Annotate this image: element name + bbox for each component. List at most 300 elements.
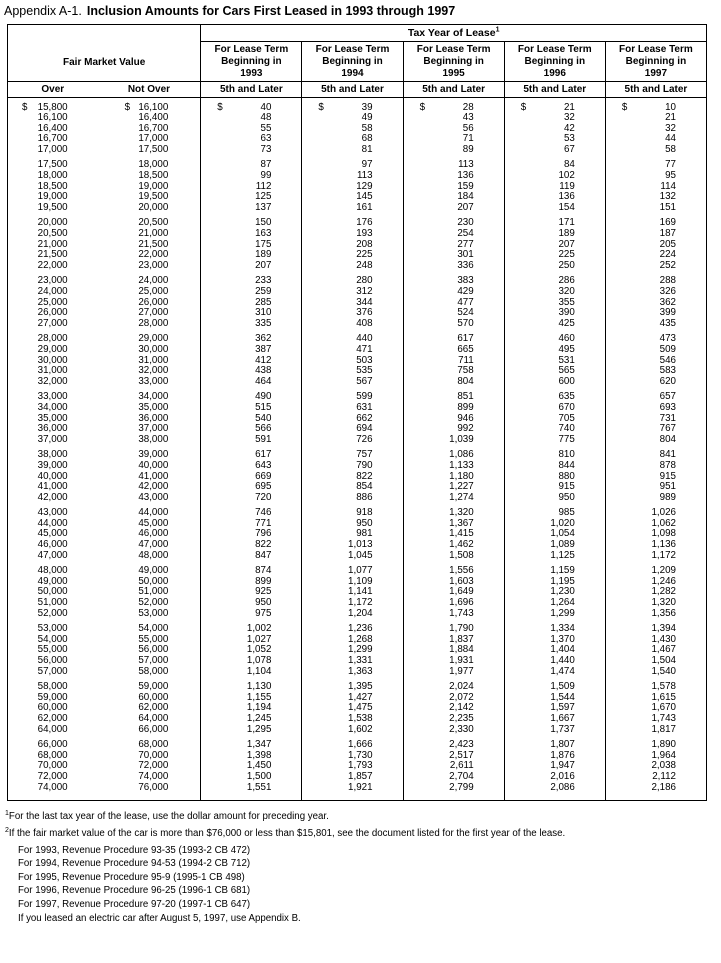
cell-value: 362 [255, 333, 272, 345]
cell-value: 694 [356, 423, 373, 435]
cell-value: 43,000 [37, 507, 68, 519]
cell-value: 29,000 [138, 333, 169, 345]
cell-value: 1,104 [246, 665, 272, 677]
cell-value: 18,000 [138, 159, 169, 171]
cell-value: 473 [659, 333, 676, 345]
cell-value: 1,299 [348, 644, 373, 656]
cell-value: 38,000 [37, 449, 68, 461]
cell-value: 189 [255, 249, 272, 261]
cell-1996 [504, 656, 605, 667]
cell-value: 975 [255, 607, 272, 619]
cell-value: 48,000 [37, 565, 68, 577]
term-header-1996: 5th and Later [504, 82, 605, 98]
cell-1997 [605, 424, 706, 435]
cell-value: 49,000 [138, 565, 169, 577]
cell-value: 665 [457, 343, 474, 355]
cell-value: 25,000 [37, 296, 68, 308]
cell-value: 2,072 [449, 691, 474, 703]
cell-value: 1,209 [651, 565, 676, 577]
cell-value: 42,000 [37, 491, 68, 503]
cell-value: 950 [558, 491, 575, 503]
cell-value: 804 [457, 375, 474, 387]
table-row [8, 287, 707, 298]
cell-1995 [403, 229, 504, 240]
cell-1993 [201, 203, 302, 214]
cell-over [8, 287, 98, 298]
cell-value: 915 [558, 481, 575, 493]
cell-1994 [302, 182, 403, 193]
cell-1995 [403, 113, 504, 124]
cell-value: 49,000 [37, 575, 68, 587]
cell-1997 [605, 160, 706, 171]
cell-value: 620 [659, 375, 676, 387]
cell-value: 161 [356, 201, 373, 213]
cell-value: 1,136 [651, 539, 676, 551]
cell-value: 60,000 [138, 691, 169, 703]
cell-value: 66,000 [37, 739, 68, 751]
cell-1993 [201, 261, 302, 272]
cell-1996 [504, 319, 605, 330]
cell-value: 45,000 [37, 528, 68, 540]
cell-value: 21,500 [37, 249, 68, 261]
cell-not-over [98, 714, 201, 725]
cell-1996 [504, 229, 605, 240]
cell-value: 1,130 [246, 681, 272, 693]
cell-1997 [605, 551, 706, 562]
cell-1993 [201, 240, 302, 251]
cell-value: 208 [356, 238, 373, 250]
cell-value: 31,000 [138, 354, 169, 366]
cell-value: 113 [458, 159, 474, 171]
cell-1995 [403, 334, 504, 345]
cell-value: 1,440 [550, 655, 575, 666]
cell-over [8, 667, 98, 678]
cell-1993 [201, 519, 302, 530]
cell-not-over [98, 725, 201, 736]
cell-value: 1,155 [246, 691, 272, 703]
cell-1994 [302, 124, 403, 135]
cell-value: 429 [457, 286, 474, 297]
cell-1994 [302, 103, 403, 114]
cell-over [8, 609, 98, 620]
cell-value: 1,649 [449, 586, 474, 598]
cell-1994 [302, 435, 403, 446]
cell-1994 [302, 424, 403, 435]
cell-1994 [302, 250, 403, 261]
cell-1993 [201, 551, 302, 562]
cell-value: 1,045 [348, 549, 373, 561]
dollar-sign: $ [22, 101, 28, 113]
cell-value: 58 [361, 122, 373, 134]
cell-1994 [302, 772, 403, 783]
cell-value: 28 [462, 101, 474, 113]
cell-value: 1,931 [449, 655, 474, 666]
cell-1994 [302, 519, 403, 530]
cell-value: 1,540 [651, 665, 676, 677]
cell-value: 731 [659, 412, 676, 424]
cell-value: 1,227 [449, 481, 474, 493]
cell-1994 [302, 450, 403, 461]
cell-value: 56,000 [138, 644, 169, 656]
cell-value: 57,000 [37, 665, 68, 677]
cell-1993 [201, 250, 302, 261]
cell-value: 66,000 [138, 723, 169, 735]
cell-1994 [302, 403, 403, 414]
cell-value: 720 [255, 491, 272, 503]
cell-value: 408 [356, 317, 373, 329]
cell-1997 [605, 345, 706, 356]
cell-1993 [201, 529, 302, 540]
cell-1996 [504, 103, 605, 114]
cell-value: 1,921 [348, 781, 373, 793]
cell-value: 71 [462, 133, 474, 145]
cell-value: 31,000 [37, 365, 68, 377]
cell-1995 [403, 551, 504, 562]
cell-value: 1,274 [449, 491, 474, 503]
cell-value: 387 [255, 343, 272, 355]
cell-1997 [605, 319, 706, 330]
cell-value: 20,500 [37, 228, 68, 240]
cell-value: 1,504 [651, 655, 676, 666]
cell-value: 2,517 [449, 749, 474, 761]
cell-not-over [98, 287, 201, 298]
cell-value: 18,000 [37, 170, 68, 182]
cell-value: 1,597 [550, 702, 575, 714]
cell-value: 29,000 [37, 343, 68, 355]
table-row [8, 609, 707, 620]
cell-value: 70,000 [37, 760, 68, 772]
cell-1993 [201, 540, 302, 551]
cell-value: 16,100 [138, 101, 169, 113]
cell-1994 [302, 276, 403, 287]
cell-value: 425 [558, 317, 575, 329]
cell-value: 2,704 [449, 770, 474, 782]
cell-value: 32 [563, 112, 575, 124]
cell-value: 796 [255, 528, 272, 540]
cell-value: 33,000 [138, 375, 169, 387]
cell-value: 41,000 [138, 470, 169, 482]
cell-value: 1,299 [550, 607, 575, 619]
cell-value: 1,551 [246, 781, 272, 793]
cell-value: 1,427 [348, 691, 373, 703]
cell-value: 925 [255, 586, 272, 598]
cell-value: 207 [457, 201, 474, 213]
cell-value: 1,793 [348, 760, 373, 772]
cell-value: 207 [558, 238, 575, 250]
cell-1997 [605, 308, 706, 319]
cell-value: 790 [356, 459, 373, 471]
cell-value: 21 [665, 112, 676, 124]
cell-1996 [504, 345, 605, 356]
cell-value: 471 [356, 343, 373, 355]
cell-value: 1,475 [348, 702, 373, 714]
cell-value: 335 [255, 317, 272, 329]
cell-not-over [98, 493, 201, 504]
tax-year-of-lease-header [201, 25, 707, 42]
cell-1994 [302, 366, 403, 377]
table-row [8, 103, 707, 114]
cell-value: 55,000 [37, 644, 68, 656]
footnotes-section [5, 810, 721, 926]
cell-1994 [302, 134, 403, 145]
cell-1996 [504, 203, 605, 214]
cell-value: 1,462 [449, 539, 474, 551]
cell-1997 [605, 276, 706, 287]
cell-1997 [605, 783, 706, 794]
cell-1993 [201, 366, 302, 377]
title-prefix: Appendix A-1. [4, 4, 82, 18]
cell-value: 89 [462, 143, 474, 155]
cell-value: 20,000 [138, 201, 169, 213]
cell-value: 21,000 [37, 238, 68, 250]
cell-value: 1,245 [246, 712, 272, 724]
cell-value: 1,013 [348, 539, 373, 551]
cell-1993 [201, 134, 302, 145]
cell-1996 [504, 414, 605, 425]
cell-1993 [201, 566, 302, 577]
cell-value: 1,236 [348, 623, 373, 635]
cell-value: 36,000 [138, 412, 169, 424]
cell-1995 [403, 725, 504, 736]
cell-value: 63 [260, 133, 272, 145]
cell-value: 464 [255, 375, 272, 387]
cell-value: 252 [659, 259, 676, 271]
dollar-sign: $ [419, 101, 426, 113]
cell-value: 822 [255, 539, 272, 551]
cell-value: 21,500 [138, 238, 169, 250]
cell-1995 [403, 250, 504, 261]
cell-value: 27,000 [138, 307, 169, 319]
year-header-1994: For Lease Term Beginning in 1994 [302, 42, 403, 82]
table-row [8, 772, 707, 783]
term-header-1997: 5th and Later [605, 82, 706, 98]
cell-value: 1,356 [651, 607, 676, 619]
cell-1996 [504, 240, 605, 251]
cell-value: 42,000 [138, 481, 169, 493]
table-row [8, 113, 707, 124]
cell-1993 [201, 276, 302, 287]
cell-value: 99 [260, 170, 272, 182]
cell-1995 [403, 356, 504, 367]
cell-1997 [605, 725, 706, 736]
cell-value: 76,000 [138, 781, 169, 793]
cell-value: 1,398 [246, 749, 272, 761]
cell-1997 [605, 203, 706, 214]
cell-value: 53,000 [138, 607, 169, 619]
cell-1993 [201, 182, 302, 193]
cell-value: 53 [563, 133, 575, 145]
cell-1994 [302, 113, 403, 124]
cell-1995 [403, 240, 504, 251]
cell-value: 16,400 [37, 122, 68, 134]
tax-year-header-row [8, 25, 707, 42]
cell-value: 804 [659, 433, 676, 445]
cell-1996 [504, 308, 605, 319]
cell-1993 [201, 414, 302, 425]
cell-value: 23,000 [37, 275, 68, 287]
cell-value: 129 [356, 180, 373, 192]
cell-value: 189 [558, 228, 575, 240]
cell-value: 1,404 [550, 644, 575, 656]
cell-value: 87 [260, 159, 272, 171]
cell-1997 [605, 298, 706, 309]
cell-1996 [504, 772, 605, 783]
cell-1993 [201, 124, 302, 135]
cell-value: 205 [659, 238, 676, 250]
cell-1993 [201, 598, 302, 609]
cell-value: 32 [665, 122, 676, 134]
cell-1997 [605, 182, 706, 193]
cell-1993 [201, 482, 302, 493]
cell-1995 [403, 403, 504, 414]
cell-1997 [605, 403, 706, 414]
cell-value: 72,000 [138, 760, 169, 772]
cell-value: 1,603 [449, 575, 474, 587]
cell-value: 1,730 [348, 749, 373, 761]
cell-value: 509 [659, 343, 676, 355]
cell-value: 19,500 [138, 191, 169, 203]
cell-1996 [504, 250, 605, 261]
cell-value: 1,790 [449, 623, 474, 635]
cell-over [8, 783, 98, 794]
cell-1993 [201, 229, 302, 240]
cell-value: 1,450 [246, 760, 272, 772]
footnote-detail-1994: For 1994, Revenue Procedure 94-53 (1994-2 CB 712) [18, 858, 251, 870]
cell-value: 67 [563, 143, 575, 155]
dollar-sign: $ [318, 101, 324, 113]
cell-value: 47,000 [37, 549, 68, 561]
cell-value: 16,100 [37, 112, 68, 124]
cell-value: 583 [659, 365, 676, 377]
cell-value: 376 [356, 307, 373, 319]
cell-value: 125 [255, 191, 272, 203]
cell-1993 [201, 577, 302, 588]
cell-value: 740 [558, 423, 575, 435]
cell-value: 746 [255, 507, 272, 519]
cell-1996 [504, 182, 605, 193]
cell-value: 1,890 [651, 739, 676, 751]
cell-1993 [201, 171, 302, 182]
cell-value: 175 [255, 238, 272, 250]
cell-value: 1,039 [449, 433, 474, 445]
cell-value: 874 [255, 565, 272, 577]
cell-value: 1,078 [246, 655, 272, 666]
cell-value: 1,602 [348, 723, 373, 735]
cell-value: 399 [659, 307, 676, 319]
cell-value: 981 [356, 528, 373, 540]
cell-1994 [302, 240, 403, 251]
cell-1993 [201, 772, 302, 783]
cell-1996 [504, 714, 605, 725]
cell-value: 844 [558, 459, 575, 471]
cell-value: 64,000 [37, 723, 68, 735]
cell-value: 2,330 [449, 723, 474, 735]
cell-value: 567 [356, 375, 373, 387]
cell-value: 35,000 [37, 412, 68, 424]
cell-1996 [504, 192, 605, 203]
cell-value: 1,394 [651, 623, 676, 635]
cell-value: 435 [659, 317, 676, 329]
cell-value: 915 [659, 470, 676, 482]
cell-value: 20,500 [138, 217, 169, 229]
footnote-detail-1996: For 1996, Revenue Procedure 96-25 (1996-1 CB 681) [18, 885, 251, 897]
cell-1994 [302, 392, 403, 403]
cell-value: 51,000 [37, 597, 68, 609]
cell-1997 [605, 250, 706, 261]
cell-value: 34,000 [37, 401, 68, 413]
cell-1995 [403, 435, 504, 446]
table-row [8, 656, 707, 667]
cell-value: 1,467 [651, 644, 676, 656]
cell-value: 1,195 [550, 575, 575, 587]
cell-value: 22,000 [138, 249, 169, 261]
cell-1994 [302, 345, 403, 356]
cell-1995 [403, 192, 504, 203]
cell-1996 [504, 435, 605, 446]
cell-1995 [403, 276, 504, 287]
cell-1993 [201, 308, 302, 319]
cell-not-over [98, 403, 201, 414]
cell-value: 591 [255, 433, 272, 445]
cell-value: 16,400 [138, 112, 169, 124]
cell-value: 225 [356, 249, 373, 261]
cell-value: 1,027 [246, 633, 272, 645]
cell-value: 1,077 [348, 565, 373, 577]
cell-1993 [201, 192, 302, 203]
table-body [8, 98, 707, 801]
cell-1996 [504, 334, 605, 345]
cell-value: 184 [457, 191, 474, 203]
cell-value: 21,000 [138, 228, 169, 240]
cell-1995 [403, 298, 504, 309]
cell-1994 [302, 493, 403, 504]
cell-1994 [302, 714, 403, 725]
cell-over [8, 714, 98, 725]
cell-value: 137 [255, 201, 272, 213]
cell-value: 55 [260, 122, 272, 134]
cell-value: 2,235 [449, 712, 474, 724]
cell-value: 18,500 [37, 180, 68, 192]
cell-value: 46,000 [138, 528, 169, 540]
cell-1995 [403, 772, 504, 783]
cell-value: 54,000 [138, 623, 169, 635]
cell-value: 207 [255, 259, 272, 271]
cell-1997 [605, 714, 706, 725]
cell-1995 [403, 667, 504, 678]
cell-1993 [201, 714, 302, 725]
cell-value: 2,423 [449, 739, 474, 751]
cell-1995 [403, 609, 504, 620]
footnote-1: $^1$For the last tax year of the lease, use the dollar amount for preceding year. [5, 809, 329, 822]
cell-1993 [201, 377, 302, 388]
cell-1993 [201, 435, 302, 446]
table-row [8, 551, 707, 562]
cell-value: 503 [356, 354, 373, 366]
cell-value: 52,000 [37, 607, 68, 619]
cell-value: 412 [255, 354, 272, 366]
cell-value: 44,000 [138, 507, 169, 519]
cell-value: 224 [659, 249, 676, 261]
cell-1995 [403, 377, 504, 388]
cell-value: 193 [356, 228, 373, 240]
cell-1995 [403, 124, 504, 135]
cell-1994 [302, 783, 403, 794]
cell-over [8, 319, 98, 330]
cell-value: 1,172 [651, 549, 676, 561]
cell-value: 34,000 [138, 391, 169, 403]
cell-1997 [605, 377, 706, 388]
cell-1994 [302, 171, 403, 182]
